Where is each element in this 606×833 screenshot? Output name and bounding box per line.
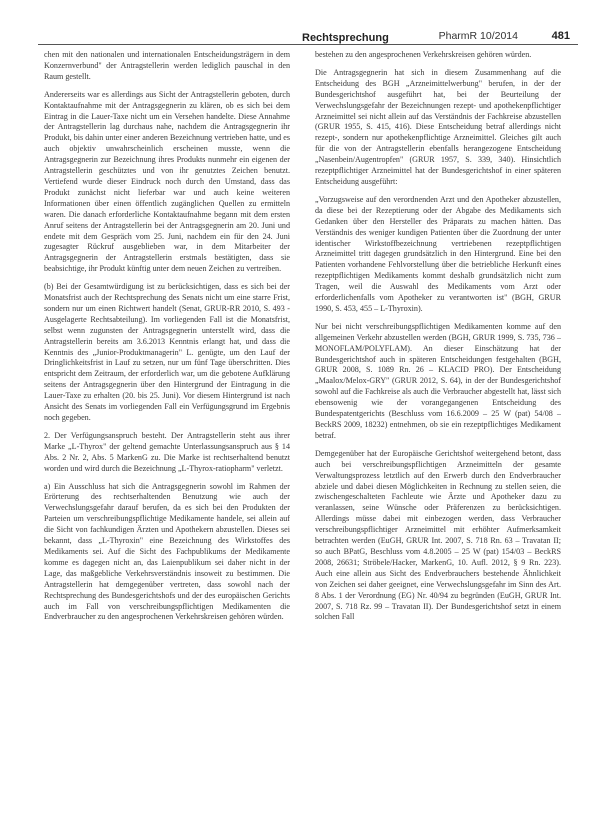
- paragraph: „Vorzugsweise auf den verordnenden Arzt und den Apotheker abzustellen, da diese bei der Rezeptierung oder der Abgabe des Medikaments sich Gedanken über den Hersteller des Präparats zu machen hätten. Das Verständnis des weniger kundigen Patienten über die Zuordnung der unter identischer Wirkstoffbezeichnung vertriebenen rezeptpflichtigen Arzneimittel tritt dagegen grundsätzlich in den Hintergrund. Eine bei den Patienten vorhandene Fehlvorstellung über die betriebliche Herkunft eines rezeptpflichtigen Medikaments kommt deshalb grundsätzlich nicht zum Tragen, weil die Auswahl des Medikaments vom Arzt oder erforderlichenfalls vom Apotheker zu verantworten ist" (BGH, GRUR 1990, S. 453, 455 – L-Thyroxin).: [315, 194, 561, 313]
- paragraph: 2. Der Verfügungsanspruch besteht. Der Antragstellerin steht aus ihrer Marke „L-Thyrox" der geltend gemachte Unterlassungsanspruch aus § 14 Abs. 2 Nr. 2, Abs. 5 MarkenG zu. Die Marke ist rechtserhaltend benutzt worden und wird durch die Bezeichnung „L-Thyrox-ratiopharm" verletzt.: [44, 430, 290, 473]
- paragraph: Die Antragsgegnerin hat sich in diesem Zusammenhang auf die Entscheidung des BGH „Arzneimittelwerbung" berufen, in der der Bundesgerichtshof ausgeführt hat, bei der Beurteilung der Verwechslungsgefahr der Bezeichnungen rezept- und apothekenpflichtiger Arzneimittel sei nicht allein auf das Verständnis der Fachkreise abzustellen (GRUR 1955, S. 415, 416). Diese Entscheidung betraf allerdings nicht rezept-, sondern nur apothekenpflichtige Arzneimittel. Gleiches gilt auch für die von der Antragstellerin ebenfalls herangezogene Entscheidung „Nasenbein/Augentropfen" (GRUR 1957, S. 339, 340). Hinsichtlich rezeptpflichtiger Arzneimittel hat der Bundesgerichtshof in einer späteren Entscheidung ausgeführt:: [315, 67, 561, 186]
- left-column: [44, 50, 290, 815]
- right-column: [315, 50, 561, 815]
- section-heading: Rechtsprechung: [302, 32, 389, 44]
- paragraph: bestehen zu den angesprochenen Verkehrskreisen gehören würden.: [315, 50, 532, 59]
- paragraph: Andererseits war es allerdings aus Sicht der Antragstellerin geboten, durch Kontaktaufnahme mit der Antragsgegnerin zu klären, ob es sich bei dem Eintrag in die Lauer-Taxe nicht um ein Versehen handelte. Diese Annahme der Antragstellerin lag durchaus nahe, nachdem die Antragsgegnerin ihr Produkt, bis dahin unter einer anderen Bezeichnung vertrieben hatte, und es auch objektiv unwahrscheinlich erscheinen musste, wenn die Antragsgegnerin zur Bezeichnung ihres Produkts nunmehr ein eigenen der Antragstellerin geschütztes und von ihr genutztes Zeichen benutzt. Vertiefend wurde dieser Eindruck noch durch den Umstand, dass das Produkt zunächst nicht lieferbar war und auch keine weiteren Informationen über einen öffentlich zugänglichen Quellen zu ermitteln waren. Die danach erforderliche Kontaktaufnahme begann mit dem ersten Anruf seitens der Antragstellerin bei der Antragsgegnerin am 20. Juni und endete mit dem Gespräch vom 25. Juni, nachdem ein für den 24. Juni zugesagter Rückruf ausgeblieben war, in dem Mitarbeiter der Antragsgegnerin der Antragstellerin erstmals bestätigten, dass sie beabsichtige, ihr Produkt künftig unter dem neuen Zeichen zu vertreiben.: [44, 89, 290, 274]
- paragraph: Demgegenüber hat der Europäische Gerichtshof weitergehend betont, dass auch bei verschreibungspflichtigen Arzneimitteln der gesamte Verwaltungsprozess letztlich auf den Erwerb durch den Endverbraucher abziele und dabei diesen Möglichkeiten in Rechnung zu stellen seien, die zwischengeschalteten Fachleute wie Ärzte und Apotheker dazu zu veranlassen, seine Wünsche oder Präferenzen zu berücksichtigen. Allerdings müsse dabei mit einbezogen werden, dass Verbraucher verschreibungspflichtiger Arzneimittel mit erhöhter Aufmerksamkeit betrachten werden (EuGH, GRUR Int. 2007, S. 718 Rn. 63 – Travatan II; so auch BPatG, Beschluss vom 4.8.2005 – 25 W (pat) 154/03 – BeckRS 2008, 26631; Ströbele/Hacker, MarkenG, 10. Aufl. 2012, § 9 Rn. 223). Auch eine allein aus Sicht des Endverbrauchers bestehende Ähnlichkeit von Zeichen sei daher geeignet, eine Verwechslungsgefahr im Sinn des Art. 8 Abs. 1 der Verordnung (EG) Nr. 40/94 zu begründen (EuGH, GRUR Int. 2007, S. 718 Rz. 99 – Travatan II). Der Bundesgerichtshof setzt in einem solchen Fall: [315, 448, 561, 622]
- paragraph: Nur bei nicht verschreibungspflichtigen Medikamenten komme auf den allgemeinen Verkehr abzustellen werden (BGH, GRUR 1999, S. 735, 736 – MONOFLAM/POLYFLAM). An dieser Einschätzung hat der Bundesgerichtshof auch in späteren Entscheidungen festgehalten (BGH, GRUR 2008, S. 1089 Rn. 26 – KLACID PRO). Der Entscheidung „Maalox/Melox-GRY" (GRUR 2012, S. 64), in der der Bundesgerichtshof sowohl auf die Fachkreise als auch die Verbraucher abgestellt hat, lässt sich ebensowenig wie der vorangegangenen Entscheidung des Bundespatentgerichts (Beschluss vom 16.6.2009 – 25 W (pat) 54/08 – BeckRS 2009, 18232) entnehmen, ob sie ein rezeptpflichtiges Medikament betraf.: [315, 321, 561, 440]
- paragraph: (b) Bei der Gesamtwürdigung ist zu berücksichtigen, dass es sich bei der Monatsfrist auch der Rechtsprechung des Senats nicht um eine starre Frist, sondern nur um einen Richtwert handelt (Senat, GRUR-RR 2010, S. 493 - Ausgelagerte Rechtsabteilung). Im vorliegenden Fall ist die Monatsfrist, selbst wenn zugunsten der Antragsgegnerin unterstellt wird, dass die Antragstellerin bereits am 3.6.2013 Kenntnis erlangt hat, und dass die Kenntnis des „Junior-Produktmanagerin" L. genügte, um den Lauf der Dringlichkeitsfrist in Lauf zu setzen, nur um fünf Tage überschritten. Dies entspricht dem Zeitraum, der erforderlich war, um die gebotene Aufklärung seitens der Antragsgegnerin über den Hintergrund der Eintragung in die Lauer-Taxe zu erhalten (20. bis 25. Juni). Vor diesem Hintergrund ist nach Ansicht des Senats im vorliegenden Fall ein Verfügungsgrund im Ergebnis noch gegeben.: [44, 282, 290, 422]
- page-number: 481: [551, 30, 570, 42]
- journal-issue: PharmR 10/2014: [438, 30, 518, 42]
- header-rule: [38, 44, 578, 45]
- paragraph: a) Ein Ausschluss hat sich die Antragsgegnerin sowohl im Rahmen der Erörterung des rechtserhaltenden Benutzung wie auch der Verwechslungsgefahr darauf berufen, da es sich bei den Produkten der Parteien um verschreibungspflichtige Medikamente handele, sei allein auf die Sicht von fachkundigen Ärzten und Apothekern abzustellen. Dieses sei bekannt, dass „L-Thyroxin" eine Bezeichnung des Wirkstoffes des Medikaments sei. Auf die Sicht des Fachpublikums der Medikamente komme es dagegen nicht an, das Laienpublikum sei daher nicht in der Lage, das maßgebliche Verkehrsverständnis insoweit zu bestimmen. Die Antragstellerin hat demgegenüber vertreten, dass sowohl nach der Rechtsprechung des Bundesgerichtshofs und der des europäischen Gerichts auch im Fall von verschreibungspflichtigen Medikamenten die Endverbraucher zu den angesprochenen Verkehrskreisen gehören würden.: [44, 481, 290, 622]
- page-header: [38, 22, 576, 44]
- paragraph: chen mit den nationalen und internationalen Entscheidungsträgern in dem Konzernverbund" der Antragstellerin werden lediglich pauschal in den Raum gestellt.: [44, 50, 290, 81]
